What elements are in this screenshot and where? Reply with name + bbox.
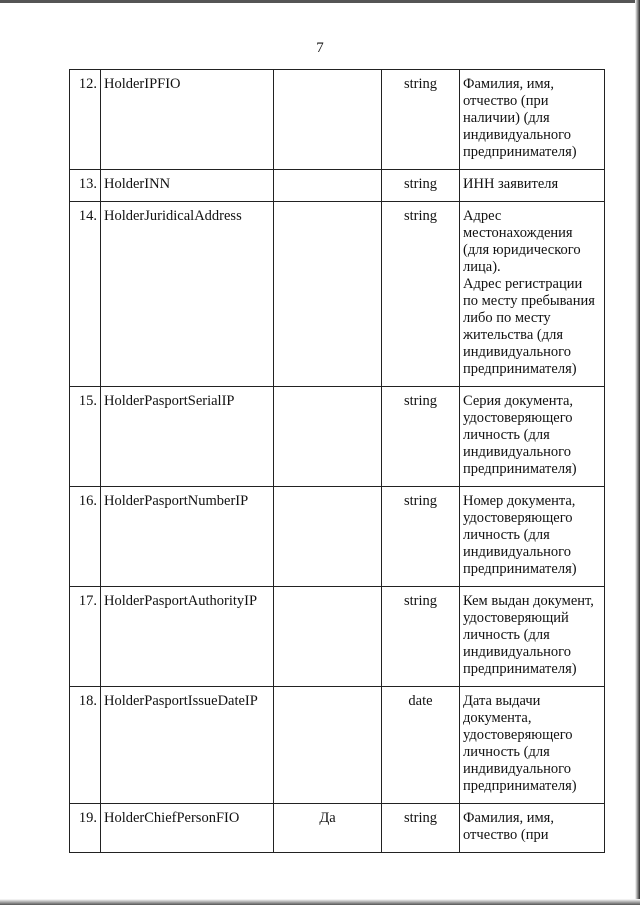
required-flag xyxy=(274,170,382,202)
description-line: личность (для xyxy=(463,427,550,443)
table-row xyxy=(70,202,605,387)
description-line: документа, xyxy=(463,710,532,726)
required-flag: Да xyxy=(274,804,382,853)
description-line: жительства (для xyxy=(463,327,563,343)
required-flag xyxy=(274,687,382,804)
field-type: string xyxy=(382,587,460,687)
description-line: отчество (при xyxy=(463,93,549,109)
description-line: Фамилия, имя, xyxy=(463,810,554,826)
row-number: 12. xyxy=(70,70,101,170)
table-row xyxy=(70,587,605,687)
field-name: HolderPasportIssueDateIP xyxy=(101,687,274,804)
required-flag xyxy=(274,202,382,387)
field-type: date xyxy=(382,687,460,804)
field-name: HolderIPFIO xyxy=(101,70,274,170)
row-number: 19. xyxy=(70,804,101,853)
description-line: Адрес xyxy=(463,208,502,224)
field-type: string xyxy=(382,202,460,387)
required-flag xyxy=(274,587,382,687)
description-line: предпринимателя) xyxy=(463,361,577,377)
field-description xyxy=(460,170,605,202)
field-type: string xyxy=(382,804,460,853)
description-line: по месту пребывания xyxy=(463,293,595,309)
field-description xyxy=(460,202,605,387)
description-line: ИНН заявителя xyxy=(463,176,559,192)
table-row xyxy=(70,804,605,853)
table-row xyxy=(70,170,605,202)
description-line: индивидуального xyxy=(463,644,571,660)
description-line: либо по месту xyxy=(463,310,551,326)
description-line: предпринимателя) xyxy=(463,461,577,477)
description-line: индивидуального xyxy=(463,761,571,777)
description-line: Кем выдан документ, xyxy=(463,593,594,609)
field-description xyxy=(460,387,605,487)
page-edge-right xyxy=(635,0,640,905)
description-line: индивидуального xyxy=(463,444,571,460)
table-row xyxy=(70,70,605,170)
field-description xyxy=(460,487,605,587)
field-name: HolderJuridicalAddress xyxy=(101,202,274,387)
description-line: предпринимателя) xyxy=(463,561,577,577)
required-flag xyxy=(274,387,382,487)
row-number: 17. xyxy=(70,587,101,687)
field-type: string xyxy=(382,70,460,170)
field-name: HolderChiefPersonFIO xyxy=(101,804,274,853)
field-name: HolderPasportNumberIP xyxy=(101,487,274,587)
field-type: string xyxy=(382,387,460,487)
description-line: предпринимателя) xyxy=(463,661,577,677)
description-line: удостоверяющего xyxy=(463,510,573,526)
field-description xyxy=(460,70,605,170)
required-flag xyxy=(274,70,382,170)
description-line: индивидуального xyxy=(463,544,571,560)
description-line: наличии) (для xyxy=(463,110,550,126)
field-name: HolderPasportAuthorityIP xyxy=(101,587,274,687)
spec-table xyxy=(69,69,605,853)
row-number: 14. xyxy=(70,202,101,387)
description-line: личность (для xyxy=(463,527,550,543)
table-row xyxy=(70,387,605,487)
description-line: Фамилия, имя, xyxy=(463,76,554,92)
description-line: местонахождения xyxy=(463,225,573,241)
description-line: удостоверяющего xyxy=(463,410,573,426)
description-line: Номер документа, xyxy=(463,493,576,509)
table-row xyxy=(70,687,605,804)
field-description xyxy=(460,804,605,853)
description-line: Серия документа, xyxy=(463,393,574,409)
description-line: лица). xyxy=(463,259,501,275)
field-description xyxy=(460,587,605,687)
field-type: string xyxy=(382,487,460,587)
field-description xyxy=(460,687,605,804)
row-number: 16. xyxy=(70,487,101,587)
description-line: личность (для xyxy=(463,744,550,760)
page-edge-top xyxy=(0,0,640,3)
field-name: HolderPasportSerialIP xyxy=(101,387,274,487)
description-line: Дата выдачи xyxy=(463,693,541,709)
description-line: предпринимателя) xyxy=(463,778,577,794)
table-row xyxy=(70,487,605,587)
description-line: личность (для xyxy=(463,627,550,643)
description-line: Адрес регистрации xyxy=(463,276,583,292)
description-line: отчество (при xyxy=(463,827,549,843)
row-number: 15. xyxy=(70,387,101,487)
row-number: 13. xyxy=(70,170,101,202)
description-line: удостоверяющий xyxy=(463,610,569,626)
description-line: индивидуального xyxy=(463,127,571,143)
description-line: индивидуального xyxy=(463,344,571,360)
spec-table-body xyxy=(70,70,605,853)
row-number: 18. xyxy=(70,687,101,804)
page-edge-bottom xyxy=(0,899,640,905)
description-line: удостоверяющего xyxy=(463,727,573,743)
page-number: 7 xyxy=(316,40,324,56)
description-line: предпринимателя) xyxy=(463,144,577,160)
description-line: (для юридического xyxy=(463,242,581,258)
required-flag xyxy=(274,487,382,587)
field-name: HolderINN xyxy=(101,170,274,202)
field-type: string xyxy=(382,170,460,202)
